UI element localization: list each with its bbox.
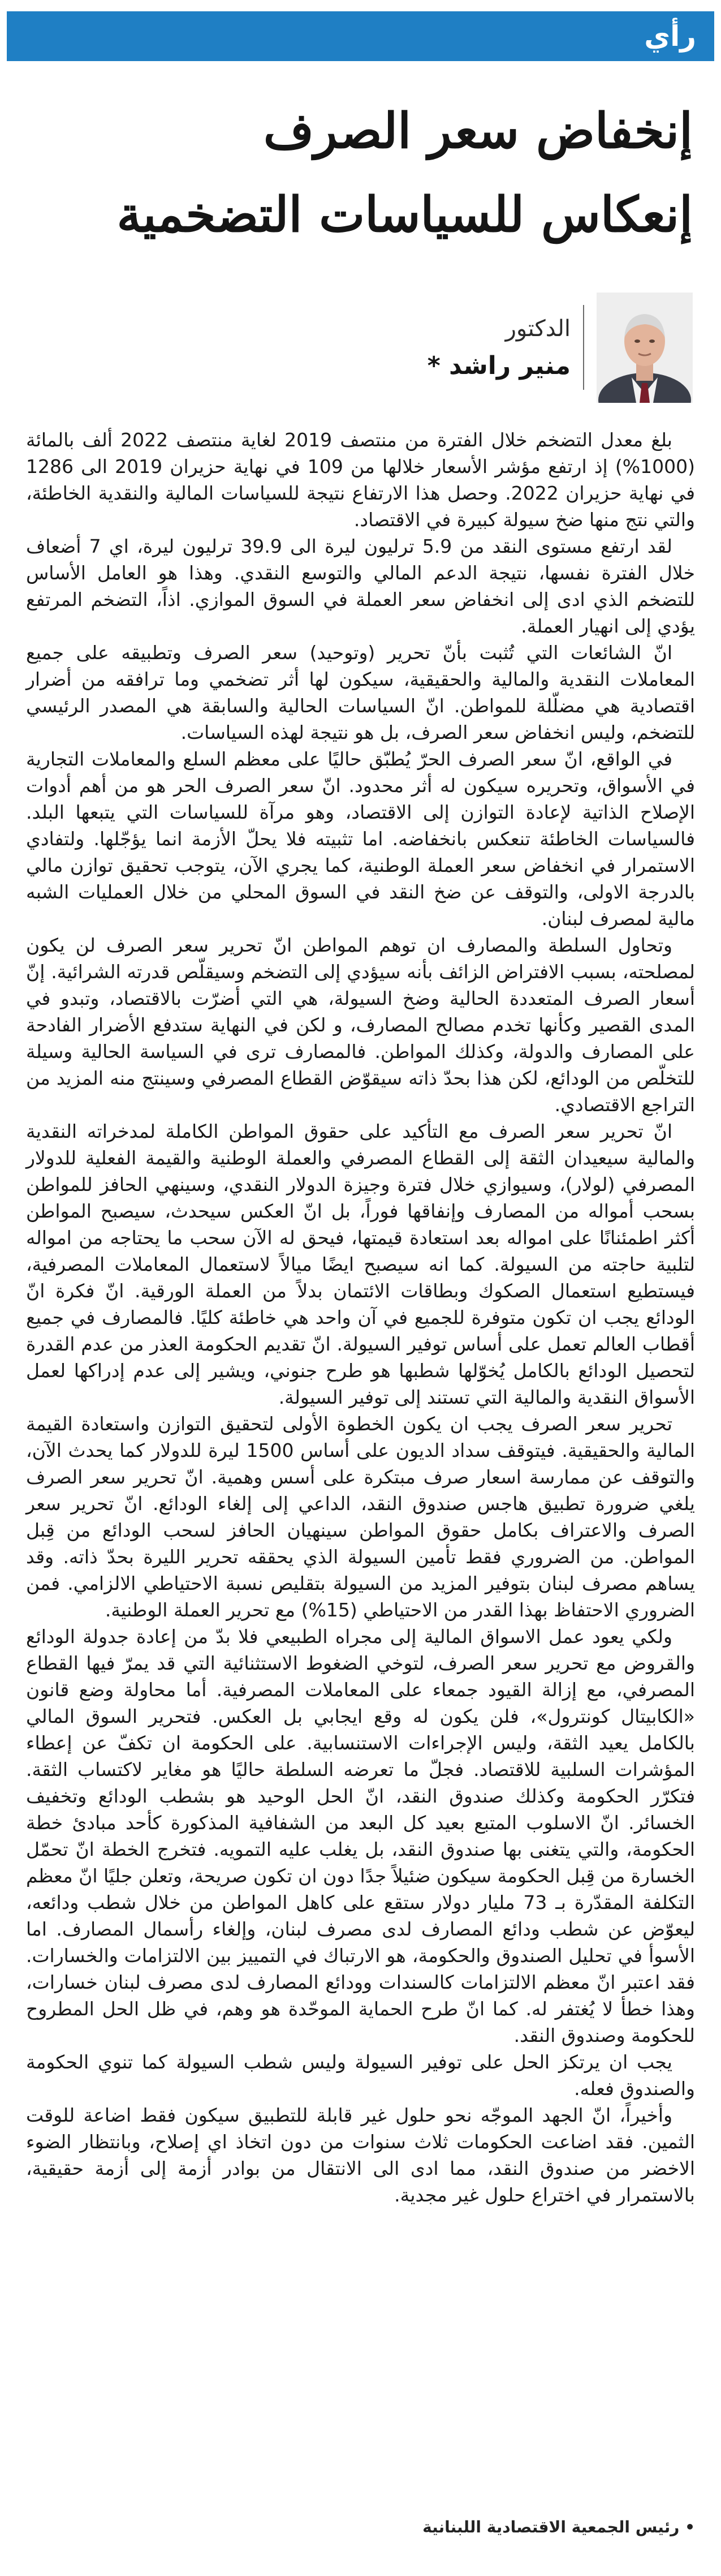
article-paragraph: تحرير سعر الصرف يجب ان يكون الخطوة الأولى لتحقيق التوازن واستعادة القيمة المالية والحقيقية. فيتوقف سداد الديون على أساس 1500 ليرة للدولار كما يحدث الآن، والتوقف عن ممارسة اسعار صرف مبتكرة على أسس وهمية. انّ تحرير سعر الصرف يلغي ضرورة تطبيق هاجس صندوق النقد، الداعي إلى إلغاء الودائع. انّ تحرير سعر الصرف والاعتراف بكامل حقوق المواطن سينهيان الحافز لسحب الودائع من قِبل المواطن. من الضروري فقط تأمين السيولة الذي يحققه تحرير الليرة بحدّ ذاته. وقد يساهم مصرف لبنان بتوفير المزيد من السيولة بتقليص نسبة الاحتياطي الالزامي. فمن الضروري الاحتفاظ بهذا القدر من الاحتياطي (15%) مع تحرير العملة الوطنية. [26, 1413, 696, 1621]
article-paragraph: لقد ارتفع مستوى النقد من 5.9 ترليون ليرة الى 39.9 ترليون ليرة، اي 7 أضعاف خلال الفترة نفسها، نتيجة الدعم المالي والتوسع النقدي. وهذا هو العامل الأساس للتضخم الذي ادى إلى انخفاض سعر العملة في السوق الموازي. اذاً، التضخم المرتفع يؤدي إلى انهيار العملة. [26, 535, 695, 637]
article-headline [7, 61, 714, 257]
headline-line-1: إنخفاض سعر الصرف [263, 102, 693, 160]
author-name: منير راشد * [427, 351, 571, 380]
author-photo [597, 293, 693, 403]
author-title: الدكتور [505, 316, 571, 342]
article-paragraph: يجب ان يرتكز الحل على توفير السيولة وليس شطب السيولة كما تنوي الحكومة والصندوق فعله. [26, 2051, 695, 2100]
section-header-bar [7, 11, 714, 61]
headline-line-2: إنعكاس للسياسات التضخمية [116, 186, 693, 243]
author-byline [7, 257, 714, 404]
section-label: رأي [644, 20, 696, 53]
article-paragraph: في الواقع، انّ سعر الصرف الحرّ يُطبّق حاليًا على معظم السلع والمعاملات التجارية في الأسواق، وتحريره سيكون له أثر محدود. انّ سعر الصرف الحر هو من أهم أدوات الإصلاح الذاتية لإعادة التوازن إلى الاقتصاد، وهو مرآة للسياسات التي يتبعها البلد. فالسياسات الخاطئة تنعكس بانخفاضه. اما تثبيته فلا يحلّ الأزمة انما يؤجّلها. ولتفادي الاستمرار في انخفاض سعر العملة الوطنية، كما يجري الآن، يتوجب تحقيق توازن مالي بالدرجة الاولى، والتوقف عن ضخ النقد في السوق المحلي من خلال العمليات الشبه مالية لمصرف لبنان. [26, 748, 695, 930]
article-paragraph: ولكي يعود عمل الاسواق المالية إلى مجراه الطبيعي فلا بدّ من إعادة جدولة الودائع والقروض مع تحرير سعر الصرف، لتوخي الضغوط الاستثنائية التي قد يمرّ فيها القطاع المصرفي، مع إزالة القيود جمعاء على المعاملات المصرفية. أما محاولة وضع قانون «الكابيتال كونترول»، فلن يكون له وقع ايجابي بل العكس. فتحرير السوق المالي بالكامل يعيد الثقة، وليس الإجراءات الاستنسابية. على الحكومة ان تكفّ عن إعطاء المؤشرات السلبية للاقتصاد. فجلّ ما تعرضه السلطة حاليًا هو مغاير لاكتساب الثقة. فتكرّر الحكومة وكذلك صندوق النقد، انّ الحل الوحيد هو بشطب الودائع وتخفيف الخسائر. انّ الاسلوب المتبع بعيد كل البعد من الشفافية المذكورة كأحد مبادئ خطة الحكومة، والتي يتغنى بها صندوق النقد، بل يغلب عليه التمويه. فتخرج الخطة انّ تحمّل الخسارة من قِبل الحكومة سيكون ضئيلاً جدًا دون ان تكون صريحة، وتعلن جليًا انّ معظم التكلفة المقدّرة بـ 73 مليار دولار ستقع على كاهل المواطن من خلال شطب ودائعه، ليعوّض عن شطب ودائع المصارف لدى مصرف لبنان، وإلغاء رأسمال المصارف. اما الأسوأ في تحليل الصندوق والحكومة، هو الارتباك في التمييز بين الالتزامات والخسارات. فقد اعتبر انّ معظم الالتزامات كالسندات وودائع المصارف لدى مصرف لبنان خسارات، وهذا خطأ لا يُغتفر له. كما انّ طرح الحماية الموحّدة هو وهم، في ظل الحل المطروح للحكومة وصندوق النقد. [26, 1625, 695, 2046]
article-paragraph: بلغ معدل التضخم خلال الفترة من منتصف 2019 لغاية منتصف 2022 ألف بالمائة (1000%) إذ ارتفع مؤشر الأسعار خلالها من 109 في نهاية حزيران 2019 الى 1286 في نهاية حزيران 2022. وحصل هذا الارتفاع نتيجة للسياسات المالية والنقدية الخاطئة، والتي نتج منها ضخ سيولة كبيرة في الاقتصاد. [26, 429, 696, 531]
article-paragraph: انّ الشائعات التي تُثبت بأنّ تحرير (وتوحيد) سعر الصرف وتطبيقه على جميع المعاملات النقدية والمالية والحقيقية، سيكون لها أثر تضخمي وما ترافقه من أضرار اقتصادية هي مضلّلة للمواطن. انّ السياسات الحالية والسابقة هي المصدر الرئيسي للتضخم، وليس انخفاض سعر الصرف، بل هو نتيجة لهذه السياسات. [26, 642, 695, 743]
article-body [7, 404, 714, 2208]
byline-text [428, 310, 571, 385]
byline-divider [583, 305, 584, 390]
article-paragraph: وتحاول السلطة والمصارف ان توهم المواطن انّ تحرير سعر الصرف لن يكون لمصلحته، بسبب الافتراض الزائف بأنه سيؤدي إلى التضخم وسيقلّص قدرته الشرائية. إنّ أسعار الصرف المتعددة الحالية وضخ السيولة، هي التي أضرّت بالاقتصاد، وتبدو في المدى القصير وكأنها تخدم مصالح المصارف، و لكن في النهاية ستدفع الأضرار الفادحة على المصارف والدولة، وكذلك المواطن. فالمصارف ترى في السياسة الحالية وسيلة للتخلّص من الودائع، لكن هذا بحدّ ذاته سيقوّض القطاع المصرفي وسينتج منه المزيد من التراجع الاقتصادي. [26, 934, 695, 1116]
article-paragraph: انّ تحرير سعر الصرف مع التأكيد على حقوق المواطن الكاملة لمدخراته النقدية والمالية سيعيدان الثقة إلى القطاع المصرفي والعملة الوطنية والقيمة الفعلية للدولار المصرفي (لولار)، وسيوازي خلال فترة وجيزة الدولار النقدي، وسينهي الحافز للمواطن بسحب أمواله من المصارف وإنفاقها فوراً، بل انّ العكس سيحدث، سيصبح المواطن أكثر اطمئنانًا على امواله بعد استعادة قيمتها، فيحق له الآن سحب ما يحتاجه من امواله لتلبية حاجته من السيولة. كما انه سيصبح ايضًا ميالاً لاستعمال المعاملات المصرفية، فيستطيع استعمال الصكوك وبطاقات الائتمان بدلاً من العملة الورقية. انّ فكرة انّ الودائع يجب ان تكون متوفرة للجميع في آن واحد هي خاطئة كليًا. فالمصارف في جميع أقطاب العالم تعمل على أساس توفير السيولة. انّ تقديم الحكومة العذر من عدم القدرة لتحصيل الودائع بالكامل يُخوّلها شطبها هو طرح جنوني، ويشير إلى عدم إدراكها لعمل الأسواق النقدية والمالية التي تستند إلى توفير السيولة. [26, 1120, 695, 1408]
opinion-article-page [0, 11, 721, 2576]
author-footnote: • رئيس الجمعية الاقتصادية اللبنانية [422, 2518, 695, 2536]
article-paragraph: وأخيراً، انّ الجهد الموجّه نحو حلول غير قابلة للتطبيق سيكون فقط اضاعة للوقت الثمين. فقد اضاعت الحكومات ثلاث سنوات من دون اتخاذ اي إصلاح، وبانتظار الضوء الاخضر من صندوق النقد، مما ادى الى الانتقال من بوادر أزمة إلى أزمة حقيقية، بالاستمرار في اختراع حلول غير مجدية. [26, 2104, 695, 2206]
